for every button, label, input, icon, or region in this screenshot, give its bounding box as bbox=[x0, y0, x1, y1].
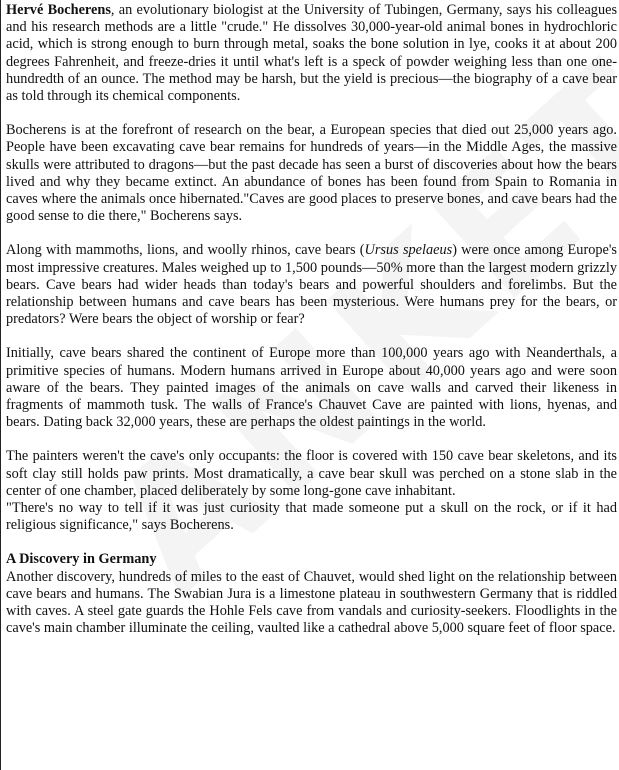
paragraph-species bbox=[6, 242, 617, 328]
section-heading: A Discovery in Germany bbox=[6, 551, 157, 568]
paragraph-quote: "There's no way to tell if it was just curiosity that made someone put a skull on the rock, or if it had religious significance," says Bocherens. bbox=[6, 500, 617, 534]
paragraph-intro-text: , an evolutionary biologist at the University of Tubingen, Germany, says his colleagues and his research methods are a little "crude." He dissolves 30,000-year-old animal bones in hydrochloric acid, which is strong enough to burn through metal, soaks the bone solution in lye, cooks it at about 200 degrees Fahrenheit, and freeze-dries it until what's left is a speck of powder weighing less than one one-hundredth of an ounce. The method may be harsh, but the yield is precious—the biography of a cave bear as told through its chemical components. bbox=[6, 2, 618, 105]
paragraph-germany: Another discovery, hundreds of miles to the east of Chauvet, would shed light on the relationship between cave bears and humans. The Swabian Jura is a limestone plateau in southwestern Germany that is riddled with caves. A steel gate guards the Hohle Fels cave from vandals and curiosity-seekers. Floodlights in the cave's main chamber illuminate the ceiling, vaulted like a cathedral above 5,000 square feet of floor space. bbox=[6, 568, 617, 637]
paragraph-research: Bocherens is at the forefront of research on the bear, a European species that died out 25,000 years ago. People have been excavating cave bear remains for hundreds of years—in the Middle Ages, the massive skulls were attributed to dragons—but the past decade has seen a burst of discoveries about how the bears lived and why they became extinct. An abundance of bones has been found from Spain to Romania in caves where the animals once hibernated."Caves are good places to preserve bones, and cave bears had the good sense to die there," Bocherens says. bbox=[6, 122, 617, 225]
paragraph-species-after: ) were once among Europe's most impressive creatures. Males weighed up to 1,500 pounds—50% more than the largest modern grizzly bears. Cave bears had wider heads than today's bears and powerful shoulders and forelimbs. But the relationship between humans and cave bears has been mysterious. Were humans prey for the bears, or predators? Were bears the object of worship or fear? bbox=[6, 242, 617, 328]
paragraph-neanderthals: Initially, cave bears shared the continent of Europe more than 100,000 years ago with Neanderthals, a primitive species of humans. Modern humans arrived in Europe about 40,000 years ago and were soon aware of the bears. They painted images of the animals on cave walls and carved their likeness in fragments of mammoth tusk. The walls of France's Chauvet Cave are painted with lions, hyenas, and bears. Dating back 32,000 years, these are perhaps the oldest paintings in the world. bbox=[6, 345, 617, 431]
article-body bbox=[6, 2, 617, 638]
paragraph-intro bbox=[6, 2, 617, 105]
paragraph-painters: The painters weren't the cave's only occupants: the floor is covered with 150 cave bear skeletons, and its soft clay still holds paw prints. Most dramatically, a cave bear skull was perched on a stone slab in the center of one chamber, placed deliberately by some long-gone cave inhabitant. bbox=[6, 448, 617, 499]
lead-name: Hervé Bocherens bbox=[6, 2, 111, 18]
paragraph-species-before: Along with mammoths, lions, and woolly rhinos, cave bears ( bbox=[6, 242, 365, 259]
species-name: Ursus spelaeus bbox=[364, 242, 453, 259]
